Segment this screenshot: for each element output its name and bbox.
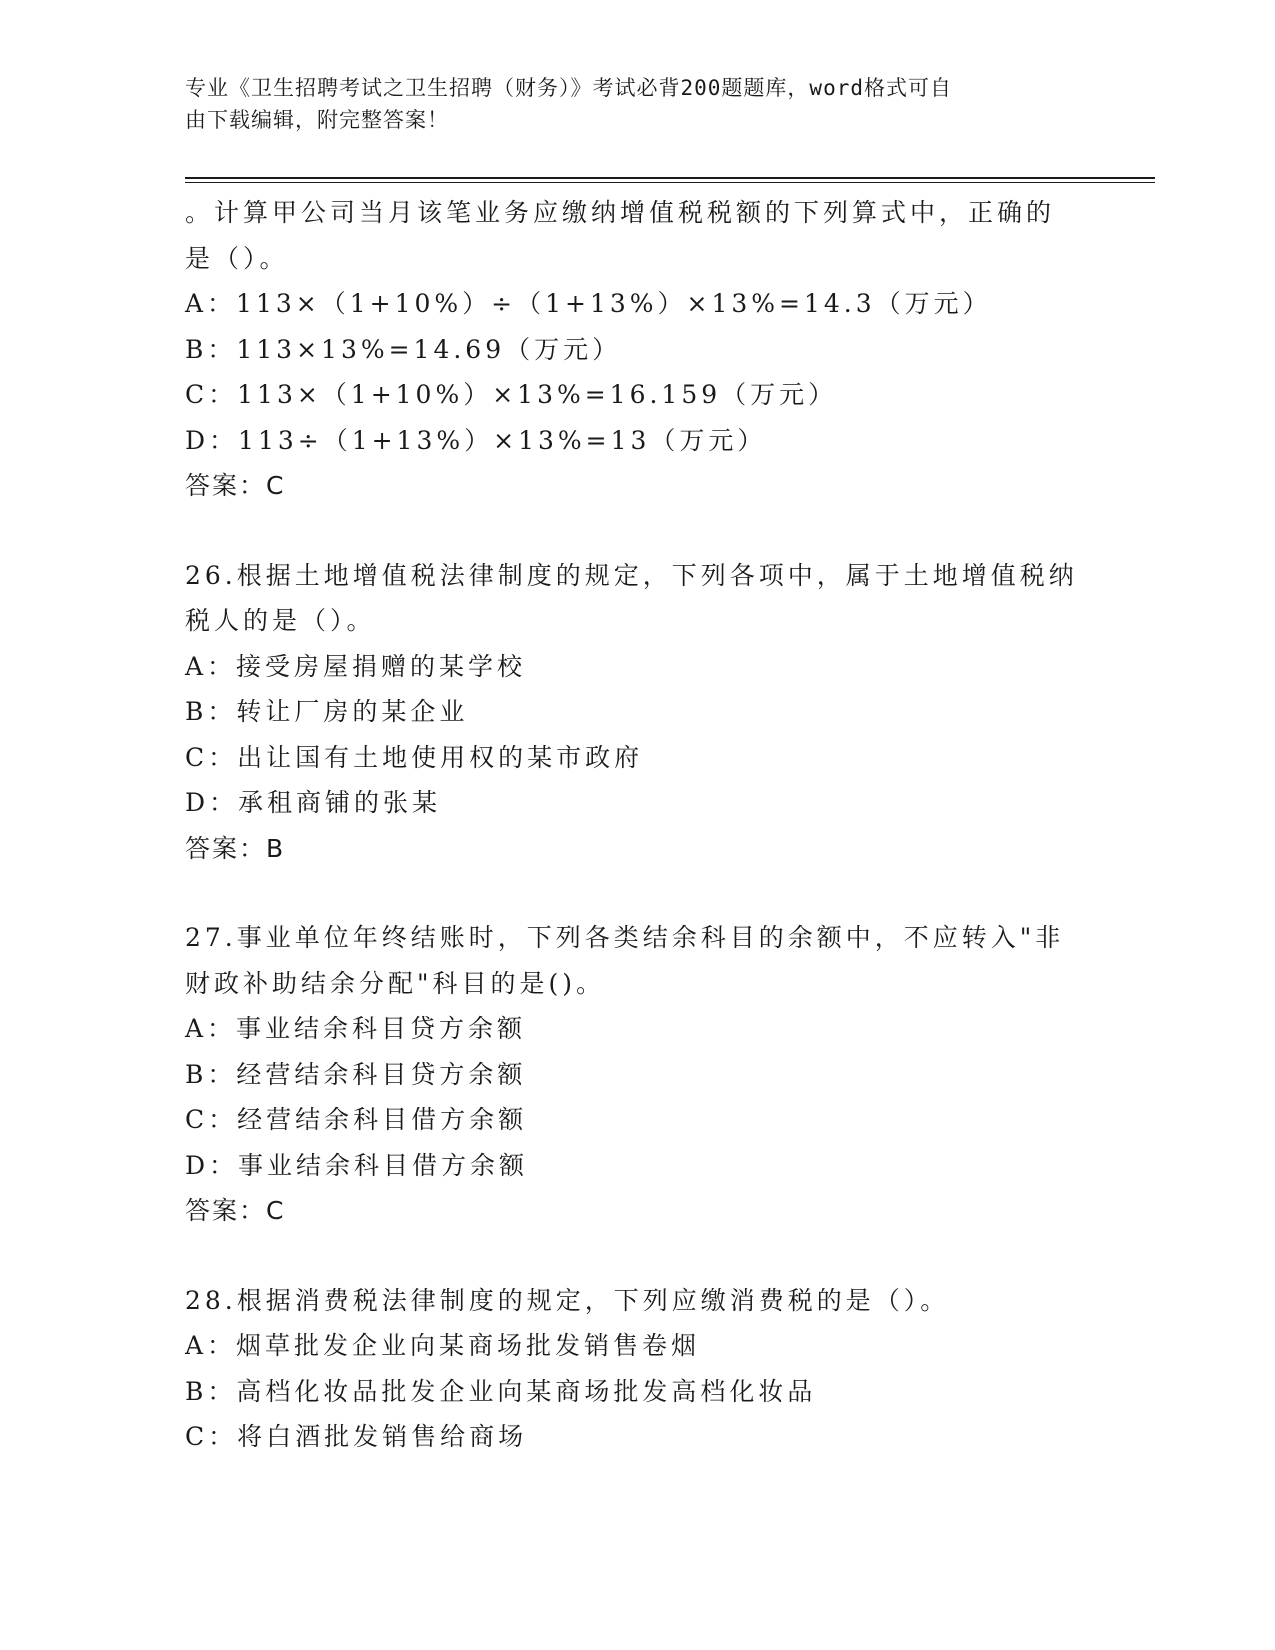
answer: 答案：C	[185, 471, 286, 500]
question-stem: 。计算甲公司当月该笔业务应缴纳增值税税额的下列算式中，正确的	[185, 198, 1056, 227]
spacer	[185, 871, 1085, 915]
question-stem: 是（）。	[185, 243, 289, 273]
question-stem: 27.事业单位年终结账时，下列各类结余科目的余额中，不应转入"非	[185, 923, 1065, 952]
question-stem: 税人的是（）。	[185, 606, 376, 635]
question-stem: 26.根据土地增值税法律制度的规定，下列各项中，属于土地增值税纳	[185, 560, 1078, 590]
question-27	[185, 915, 1085, 1234]
option-c: C：经营结余科目借方余额	[185, 1105, 528, 1134]
answer: 答案：B	[185, 833, 286, 863]
header-divider-thin	[185, 182, 1155, 183]
spacer	[185, 1234, 1085, 1278]
option-d: D：113÷（1+13%）×13%=13（万元）	[185, 425, 767, 455]
question-stem: 财政补助结余分配"科目的是()。	[185, 968, 606, 998]
option-b: B：转让厂房的某企业	[185, 697, 469, 726]
header-line-2: 由下载编辑，附完整答案！	[185, 108, 449, 132]
option-c: C：出让国有土地使用权的某市政府	[185, 742, 644, 772]
header-divider-thick	[185, 177, 1155, 179]
question-25	[185, 190, 1085, 509]
answer: 答案：C	[185, 1196, 286, 1225]
question-stem: 28.根据消费税法律制度的规定，下列应缴消费税的是（）。	[185, 1285, 950, 1315]
option-c: C：113×（1+10%）×13%=16.159（万元）	[185, 380, 838, 409]
option-d: D：事业结余科目借方余额	[185, 1150, 529, 1180]
option-c: C：将白酒批发销售给商场	[185, 1422, 528, 1451]
header-line-1: 专业《卫生招聘考试之卫生招聘（财务）》考试必背200题题库，word格式可自	[185, 76, 952, 100]
option-b: B：经营结余科目贷方余额	[185, 1059, 527, 1089]
option-b: B：113×13%=14.69（万元）	[185, 334, 622, 364]
question-28	[185, 1278, 1085, 1460]
option-a: A：113×（1+10%）÷（1+13%）×13%=14.3（万元）	[185, 289, 992, 318]
spacer	[185, 509, 1085, 553]
option-b: B：高档化妆品批发企业向某商场批发高档化妆品	[185, 1376, 817, 1406]
document-header	[185, 72, 1065, 136]
option-d: D：承租商铺的张某	[185, 788, 442, 817]
option-a: A：烟草批发企业向某商场批发销售卷烟	[185, 1331, 701, 1360]
option-a: A：接受房屋捐赠的某学校	[185, 651, 527, 681]
question-26	[185, 553, 1085, 872]
option-a: A：事业结余科目贷方余额	[185, 1014, 527, 1043]
question-list	[185, 190, 1085, 1460]
